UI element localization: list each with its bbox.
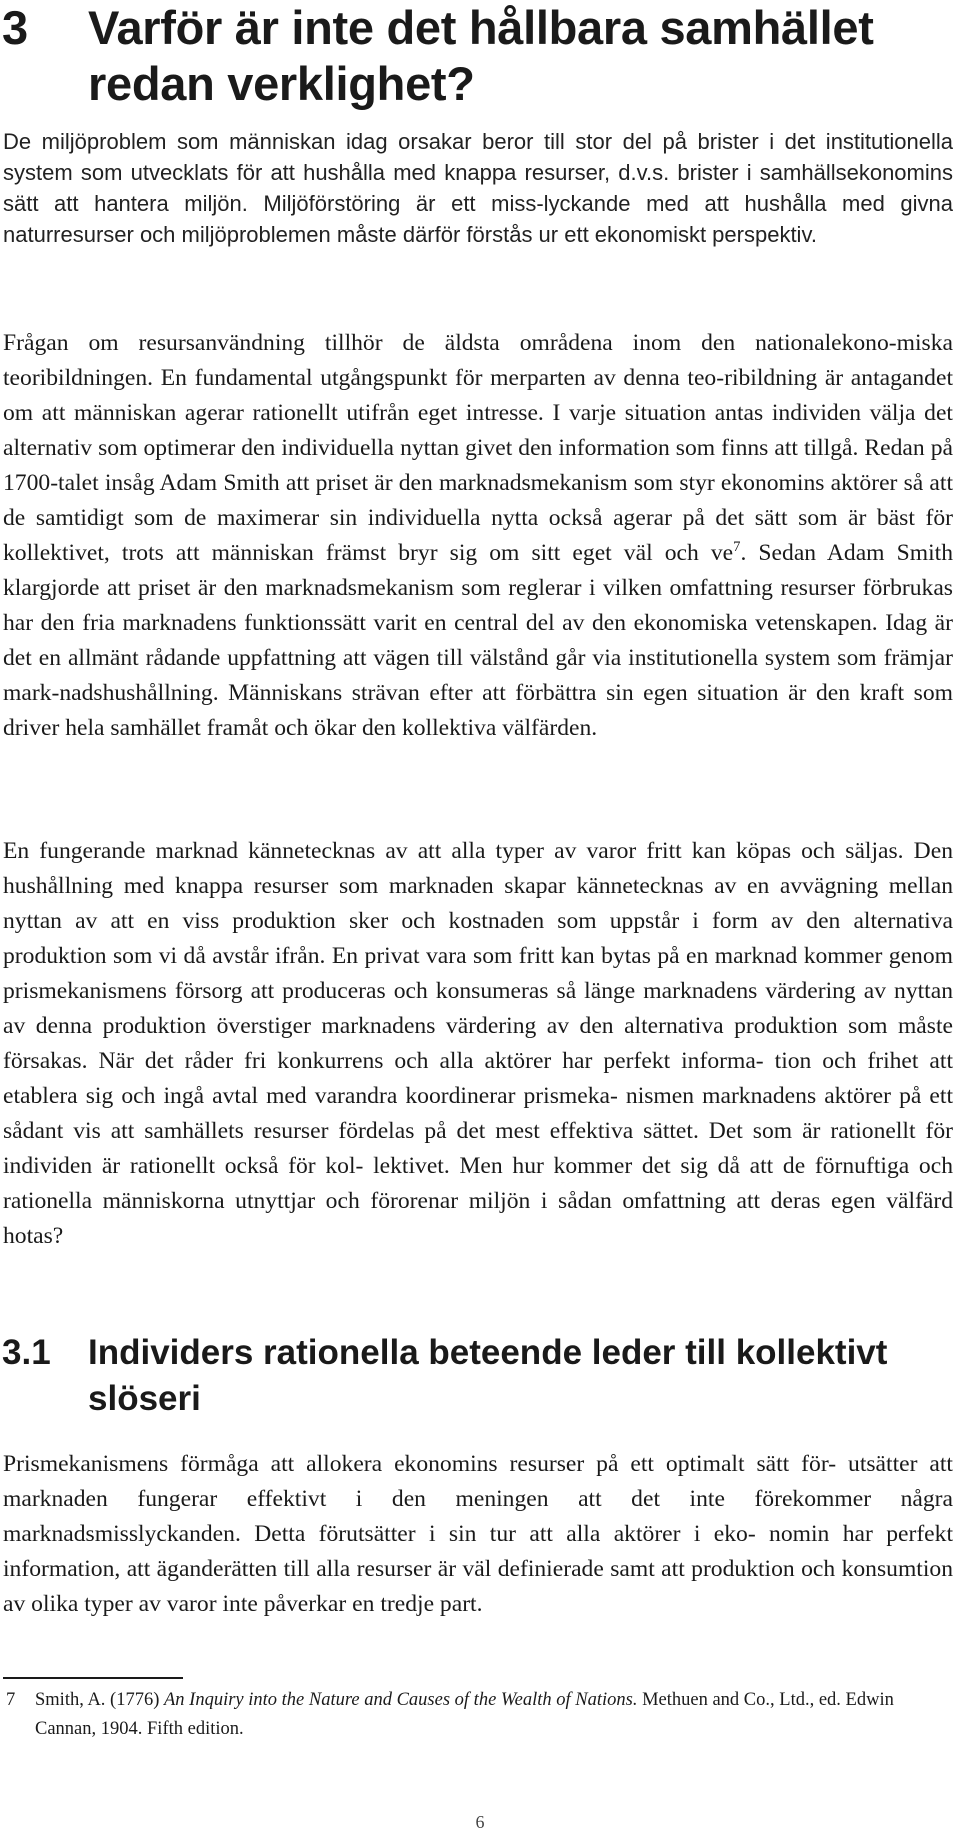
footnote-author: Smith, A. (1776) [35,1690,160,1710]
paragraph2-part3: En fundamental utgångspunkt för merparten av denna teo- [160,365,725,391]
paragraph2-part4: ribildning är antagandet om att människan agerar rationellt utifrån eget intresse. I varje situation antas individen välja det alternativ som optimerar den individuella nyttan givet den information som finns att tillgå. Redan på 1700-talet insåg Adam Smith att priset är den marknadsmekanism som styr ekonomins aktörer så att de samtidigt som de maximerar sin individuella nytta också agerar på det sätt som är bäst för kollektivet, trots att människan främst bryr sig om sitt eget väl och ve [3,365,953,566]
body-paragraph-4: Prismekanismens förmåga att allokera ekonomins resurser på ett optimalt sätt för- utsätter att marknaden fungerar effektivt i den meningen att det inte förekommer några marknadsmisslyckanden. Detta förutsätter i sin tur att alla aktörer i eko- nomin har perfekt information, att äganderätten till alla resurser är väl definierade samt att produktion och konsumtion av olika typer av varor inte påverkar en tredje part. [3,1451,953,1617]
section-title: Individers rationella beteende leder till kollektivt slöseri [88,1333,888,1418]
paragraph2-part5: . Sedan Adam Smith klargjorde att priset är den marknadsmekanism som reglerar i vilken omfattning resurser förbrukas har den fria marknadens funktionssätt varit en central del av den ekonomiska vetenskapen. Idag är det en allmänt rådande uppfattning att vägen till välstånd går via institutionella system som främjar mark- [3,540,954,706]
body-paragraph-3: En fungerande marknad kännetecknas av att alla typer av varor fritt kan köpas och säljas. Den hushållning med knappa resurser som marknaden skapar kännetecknas av en avvägning mellan nyttan av att en viss produktion sker och kostnaden som uppstår i form av den alternativa produktion som vi då avstår ifrån. En privat vara som fritt kan bytas på en marknad kommer genom prismekanismens försorg att produceras och konsumeras så länge marknadens värdering av nyttan av denna produktion överstiger marknadens värdering av den alternativa produktion som måste försakas. När det råder fri konkurrens och alla aktörer har perfekt informa- tion och frihet att etablera sig och ingå avtal med varandra koordinerar prismeka- nismen marknadens aktörer på ett sådant vis att samhällets resurser fördelas på det mest effektiva sättet. Det som är rationellt för individen är rationellt också för kol- lektivet. Men hur kommer det sig då att de förnuftiga och rationella människorna utnyttjar och förorenar miljön i sådan omfattning att deras egen välfärd hotas? [3,838,953,1249]
footnote-number: 7 [6,1690,16,1710]
section-number: 3.1 [2,1333,51,1372]
paragraph2-part6: nadshushållning. Människans strävan efter att förbättra sin egen situation är den kraft som driver hela samhället framåt och ökar den kollektiva välfärden. [3,680,953,741]
paragraph2-part1: Frågan om resursanvändning tillhör de äldsta områdena inom den nationalekono- [3,330,897,356]
body-paragraph-2 [3,326,953,746]
footnote-body [35,1686,955,1744]
footnote-title: An Inquiry into the Nature and Causes of the Wealth of Nations. [164,1690,638,1710]
paragraph2-part2: miska teoribildningen. [3,330,953,391]
chapter-title: Varför är inte det hållbara samhället redan verklighet? [88,1,874,110]
intro-paragraph [3,126,953,250]
intro-text-part2: lyckande med att hushålla med givna naturresurser och miljöproblemen måste därför förstås ur ett ekonomiskt perspektiv. [3,191,953,247]
intro-text-part1: De miljöproblem som människan idag orsakar beror till stor del på brister i det institutionella system som utvecklats för att hushålla med knappa resurser, d.v.s. brister i samhällsekonomins sätt att hantera miljön. Miljöförstöring är ett miss- [3,129,953,216]
footnote-separator [3,1677,183,1679]
page-number: 6 [475,1812,485,1832]
footnote-reference[interactable]: 7 [733,539,741,556]
footnote-rest: Methuen and Co., Ltd., ed. Edwin Cannan, 1904. Fifth edition. [35,1690,894,1739]
chapter-number: 3 [2,1,28,54]
